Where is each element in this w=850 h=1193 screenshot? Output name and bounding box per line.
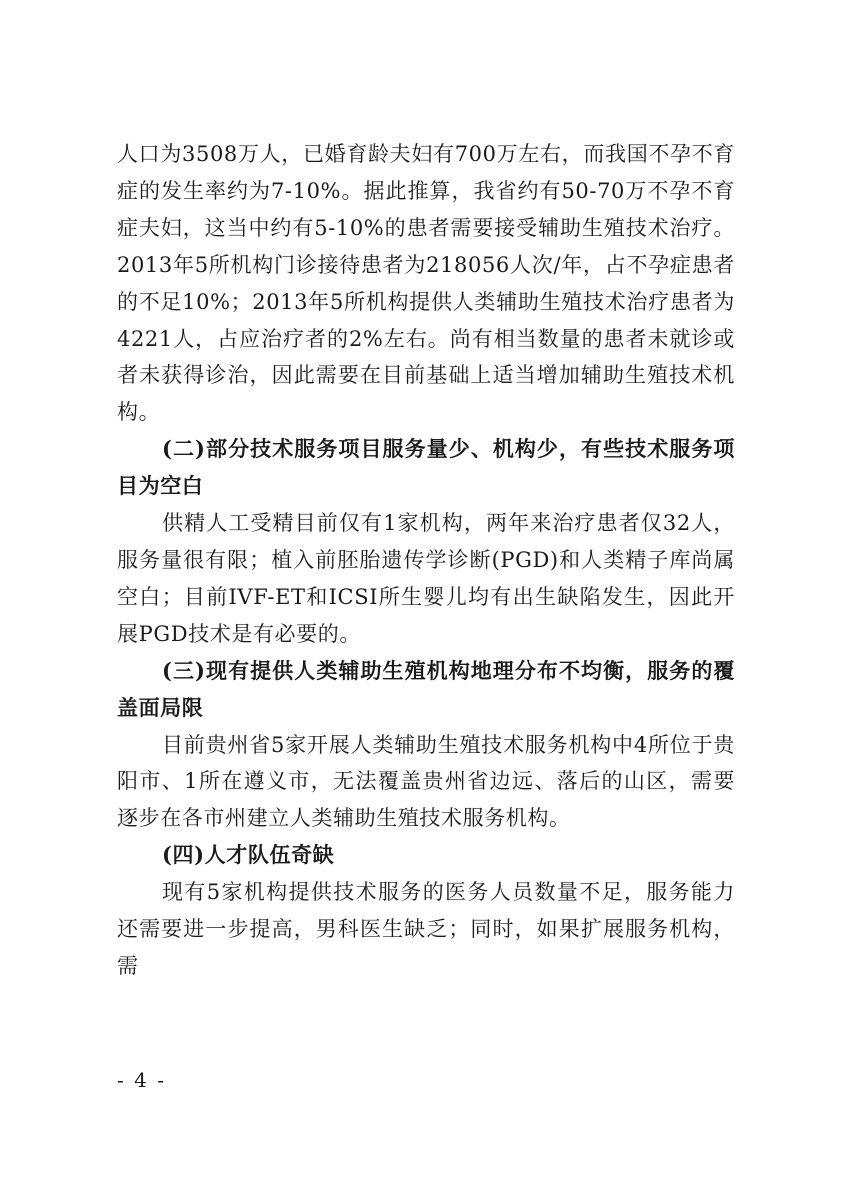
- paragraph-service-items: 供精人工受精目前仅有1家机构，两年来治疗患者仅32人，服务量很有限；植入前胚胎遗传学诊断(PGD)和人类精子库尚属空白；目前IVF-ET和ICSI所生婴儿均有出生缺陷发生，因此开展PGD技术是有必要的。: [117, 511, 735, 646]
- section-heading-3: (三)现有提供人类辅助生殖机构地理分布不均衡，服务的覆盖面局限: [117, 657, 735, 720]
- paragraph-population-estimate: 人口为3508万人，已婚育龄夫妇有700万左右，而我国不孕不育症的发生率约为7-10%。据此推算，我省约有50-70万不孕不育症夫妇，这当中约有5-10%的患者需要接受辅助生殖技术治疗。2013年5所机构门诊接待患者为218056人次/年，占不孕症患者的不足10%；2013年5所机构提供人类辅助生殖技术治疗患者为4221人，占应治疗者的2%左右。尚有相当数量的患者未就诊或者未获得诊治，因此需要在目前基础上适当增加辅助生殖技术机构。: [117, 142, 735, 425]
- section-heading-4: (四)人才队伍奇缺: [162, 842, 335, 868]
- page-number: - 4 -: [117, 1068, 166, 1092]
- paragraph-staffing: 现有5家机构提供技术服务的医务人员数量不足，服务能力还需要进一步提高，男科医生缺乏；同时，如果扩展服务机构，需: [117, 880, 735, 978]
- paragraph-geographic-distribution: 目前贵州省5家开展人类辅助生殖技术服务机构中4所位于贵阳市、1所在遵义市，无法覆盖贵州省边远、落后的山区，需要逐步在各市州建立人类辅助生殖技术服务机构。: [117, 732, 735, 831]
- document-body: [117, 136, 735, 985]
- section-heading-2: (二)部分技术服务项目服务量少、机构少，有些技术服务项目为空白: [117, 436, 735, 499]
